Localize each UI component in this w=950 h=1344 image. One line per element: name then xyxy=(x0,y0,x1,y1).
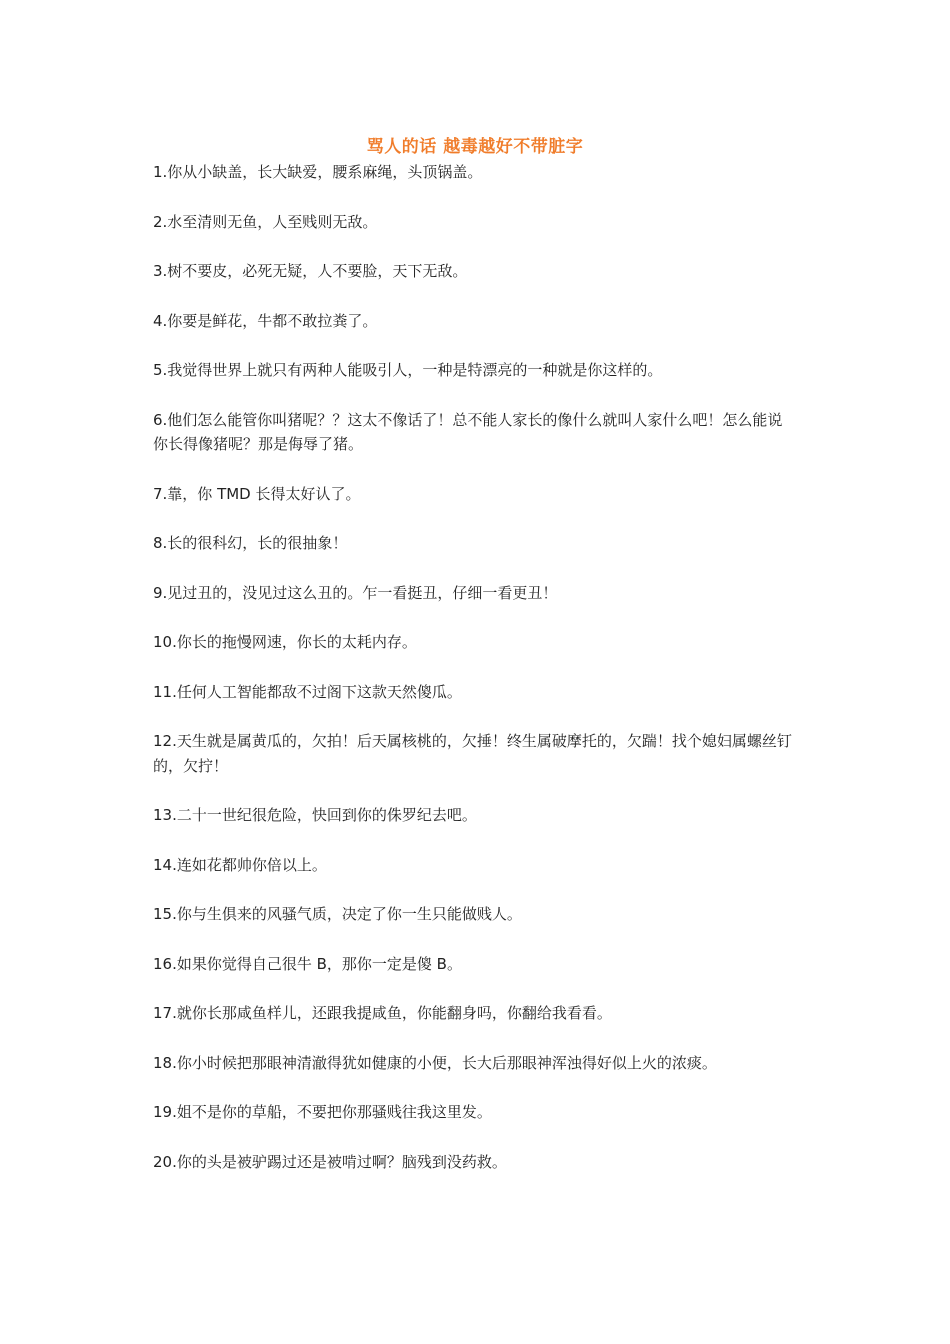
list-item: 20.你的头是被驴踢过还是被啃过啊？脑残到没药救。 xyxy=(153,1152,507,1171)
list-item: 1.你从小缺盖，长大缺爱，腰系麻绳，头顶锅盖。 xyxy=(153,163,483,181)
list-item: 14.连如花都帅你倍以上。 xyxy=(153,855,327,874)
list-item: 3.树不要皮，必死无疑，人不要脸，天下无敌。 xyxy=(153,262,468,280)
list-item: 16.如果你觉得自己很牛 B，那你一定是傻 B。 xyxy=(153,954,462,973)
list-item: 6.他们怎么能管你叫猪呢？？这太不像话了！总不能人家长的像什么就叫人家什么吧！怎么能说你长得像猪呢？那是侮辱了猪。 xyxy=(153,410,783,453)
list-item: 10.你长的拖慢网速，你长的太耗内存。 xyxy=(153,633,417,651)
list-item: 9.见过丑的，没见过这么丑的。乍一看挺丑，仔细一看更丑！ xyxy=(153,583,558,602)
list-item: 18.你小时候把那眼神清澈得犹如健康的小便，长大后那眼神浑浊得好似上火的浓痰。 xyxy=(153,1053,717,1072)
list-item: 19.姐不是你的草船，不要把你那骚贱往我这里发。 xyxy=(153,1103,492,1121)
list-item: 5.我觉得世界上就只有两种人能吸引人，一种是特漂亮的一种就是你这样的。 xyxy=(153,361,663,379)
list-item: 7.靠，你 TMD 长得太好认了。 xyxy=(153,484,361,503)
item-list xyxy=(153,160,793,1199)
list-item: 11.任何人工智能都敌不过阁下这款天然傻瓜。 xyxy=(153,682,462,701)
list-item: 17.就你长那咸鱼样儿，还跟我提咸鱼，你能翻身吗，你翻给我看看。 xyxy=(153,1004,612,1022)
list-item: 8.长的很科幻，长的很抽象！ xyxy=(153,534,348,552)
list-item: 12.天生就是属黄瓜的，欠拍！后天属核桃的，欠捶！终生属破摩托的，欠踹！找个媳妇属螺丝钉的，欠拧！ xyxy=(153,732,792,775)
list-item: 15.你与生俱来的风骚气质，决定了你一生只能做贱人。 xyxy=(153,905,522,923)
list-item: 4.你要是鲜花，牛都不敢拉粪了。 xyxy=(153,311,378,330)
document-title: 骂人的话 越毒越好不带脏字 xyxy=(366,137,584,157)
list-item: 13.二十一世纪很危险，快回到你的侏罗纪去吧。 xyxy=(153,806,477,824)
list-item: 2.水至清则无鱼，人至贱则无敌。 xyxy=(153,212,378,231)
